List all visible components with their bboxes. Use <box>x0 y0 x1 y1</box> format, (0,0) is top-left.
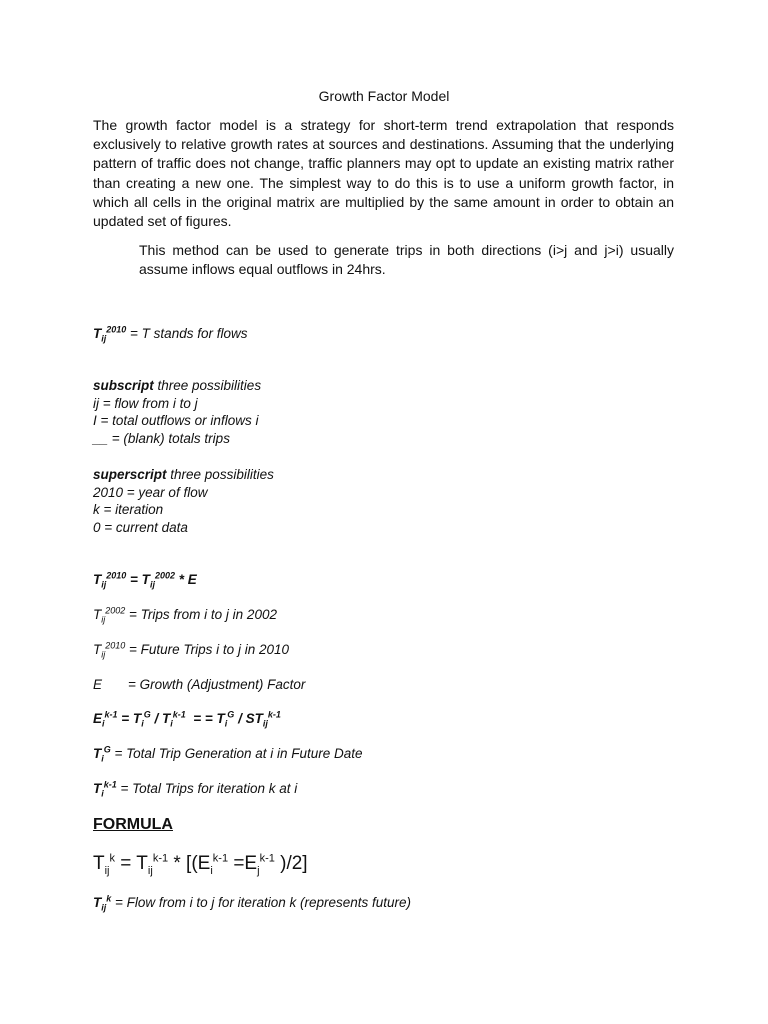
superscript-item: k = iteration <box>93 502 164 517</box>
growth-factor-definition: E = Growth (Adjustment) Factor <box>93 677 306 692</box>
document-title: Growth Factor Model <box>318 88 450 104</box>
superscript-item: 0 = current data <box>93 520 188 535</box>
superscript-heading: superscript three possibilities <box>93 467 274 482</box>
growth-equation: $T_{ij}^{2010} = T_{ij}^{2002} * E$ <box>93 570 197 590</box>
subscript-item: __ = (blank) totals trips <box>93 431 230 446</box>
subscript-item: ij = flow from i to j <box>93 396 198 411</box>
method-paragraph: This method can be used to generate trips in both directions (i>j and j>i) usually assume inflows equal outflows in 24hrs. <box>139 242 674 278</box>
superscript-item: 2010 = year of flow <box>93 485 208 500</box>
trips-2010-definition: $T_{ij}^{2010}$ = Future Trips i to j in 2010 <box>93 640 289 660</box>
flow-definition: $T_{ij}^{2010} = T$ stands for flows <box>93 324 248 344</box>
main-formula: $T_{ij}^k = T_{ij}^{k-1} * [(E_i^{k-1} =E_j^{k-1}$ )/2] <box>93 852 308 877</box>
flow-iteration-definition: $T_{ij}^k$ = Flow from i to j for iteration k (represents future) <box>93 893 412 913</box>
subscript-item: I = total outflows or inflows i <box>93 413 259 428</box>
formula-heading: FORMULA <box>93 816 173 833</box>
total-trips-definition: $T_i^{k-1}$ = Total Trips for iteration k at i <box>93 779 298 799</box>
intro-paragraph: The growth factor model is a strategy for short-term trend extrapolation that responds exclusively to relative growth rates at sources and destinations. Assuming that the underlying pattern of traffic does not change, traffic planners may opt to update an existing matrix rather than creating a new one. The simplest way to do this is to use a uniform growth factor, in which all cells in the original matrix are multiplied by the same amount in order to obtain an updated set of figures. <box>93 117 674 230</box>
subscript-heading: subscript three possibilities <box>93 378 262 393</box>
factor-equation: $E_i^{k-1} = T_i^G / T_i^{k-1}$ = = $T_i^G / ST_{ij}^{k-1}$ <box>93 709 281 729</box>
trips-2002-definition: $T_{ij}^{2002}$ = Trips from i to j in 2002 <box>93 605 277 625</box>
trip-generation-definition: $T_i^G$ = Total Trip Generation at i in Future Date <box>93 744 363 764</box>
